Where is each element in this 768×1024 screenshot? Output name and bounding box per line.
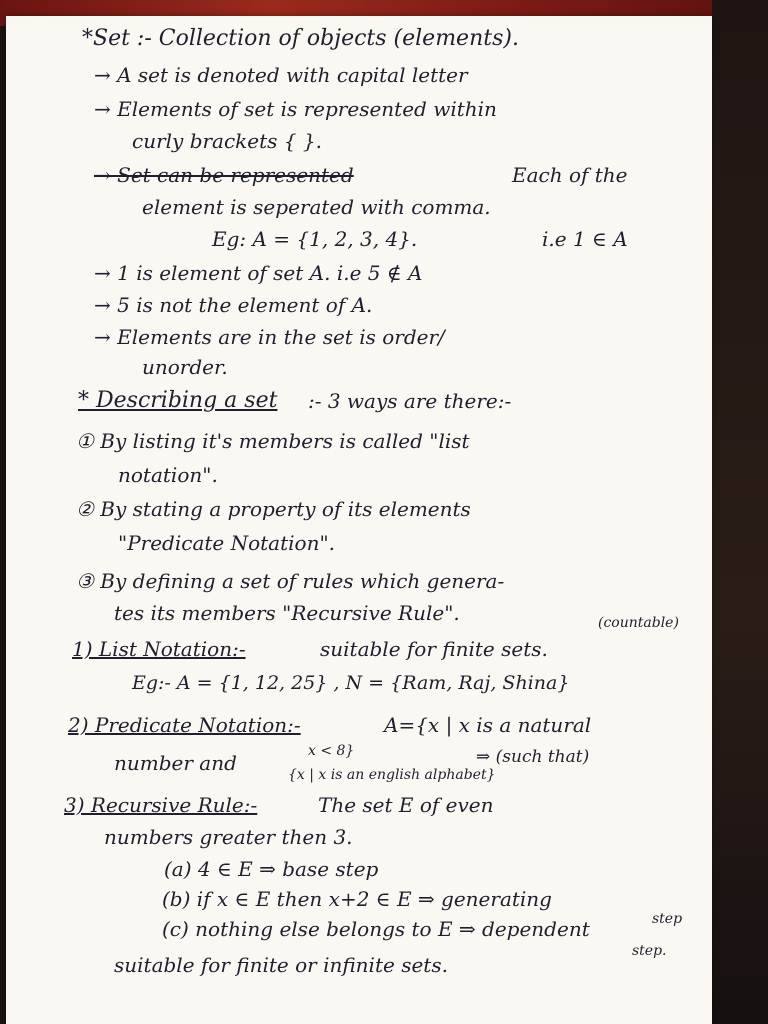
note-line: The set E of even — [318, 793, 494, 817]
annotation: ⇒ (such that) — [476, 747, 590, 767]
example-line: Eg:- A = {1, 12, 25} , N = {Ram, Raj, Shina} — [132, 672, 570, 694]
annotation: step — [652, 911, 683, 927]
note-line: unorder. — [142, 355, 228, 379]
note-line: suitable for finite or infinite sets. — [114, 953, 448, 977]
note-line: → Elements of set is represented within — [94, 97, 497, 121]
note-line: element is seperated with comma. — [142, 195, 491, 219]
predicate-notation-heading: 2) Predicate Notation:- — [68, 713, 301, 737]
note-line: Each of the — [512, 163, 628, 187]
note-line: x < 8} — [308, 743, 355, 759]
example-line: i.e 1 ∈ A — [542, 227, 628, 251]
annotation: {x | x is an english alphabet} — [288, 767, 496, 783]
recursive-rule-heading: 3) Recursive Rule:- — [64, 793, 258, 817]
annotation: step. — [632, 943, 667, 959]
note-line: :- 3 ways are there:- — [308, 389, 512, 413]
note-line: number and — [114, 751, 237, 775]
note-line: suitable for finite sets. — [320, 637, 548, 661]
note-line: → 1 is element of set A. i.e 5 ∉ A — [94, 261, 423, 285]
struck-out-text: → Set can be represented — [94, 163, 354, 187]
note-line: (b) if x ∈ E then x+2 ∈ E ⇒ generating — [162, 887, 552, 911]
note-line: (c) nothing else belongs to E ⇒ dependent — [162, 917, 590, 941]
list-notation-heading: 1) List Notation:- — [72, 637, 246, 661]
note-line: "Predicate Notation". — [118, 531, 336, 555]
note-line: tes its members "Recursive Rule". — [114, 601, 460, 625]
note-line: A={x | x is a natural — [384, 713, 592, 737]
note-line: ③ By defining a set of rules which genera- — [76, 569, 505, 593]
note-line: curly brackets { }. — [132, 129, 322, 153]
note-line: (a) 4 ∈ E ⇒ base step — [164, 857, 379, 881]
example-line: Eg: A = {1, 2, 3, 4}. — [212, 227, 418, 251]
note-line: numbers greater then 3. — [104, 825, 353, 849]
note-line: ① By listing it's members is called "list — [76, 429, 470, 453]
notebook-page — [6, 16, 712, 1024]
set-definition-heading: *Set :- Collection of objects (elements). — [82, 26, 519, 51]
note-line: ② By stating a property of its elements — [76, 497, 471, 521]
note-line: → 5 is not the element of A. — [94, 293, 373, 317]
note-line: notation". — [118, 463, 218, 487]
describing-set-heading: * Describing a set — [78, 388, 278, 413]
background-right-edge — [712, 0, 768, 1024]
annotation: (countable) — [598, 615, 679, 631]
note-line: → Elements are in the set is order/ — [94, 325, 445, 349]
note-line: → A set is denoted with capital letter — [94, 63, 468, 87]
